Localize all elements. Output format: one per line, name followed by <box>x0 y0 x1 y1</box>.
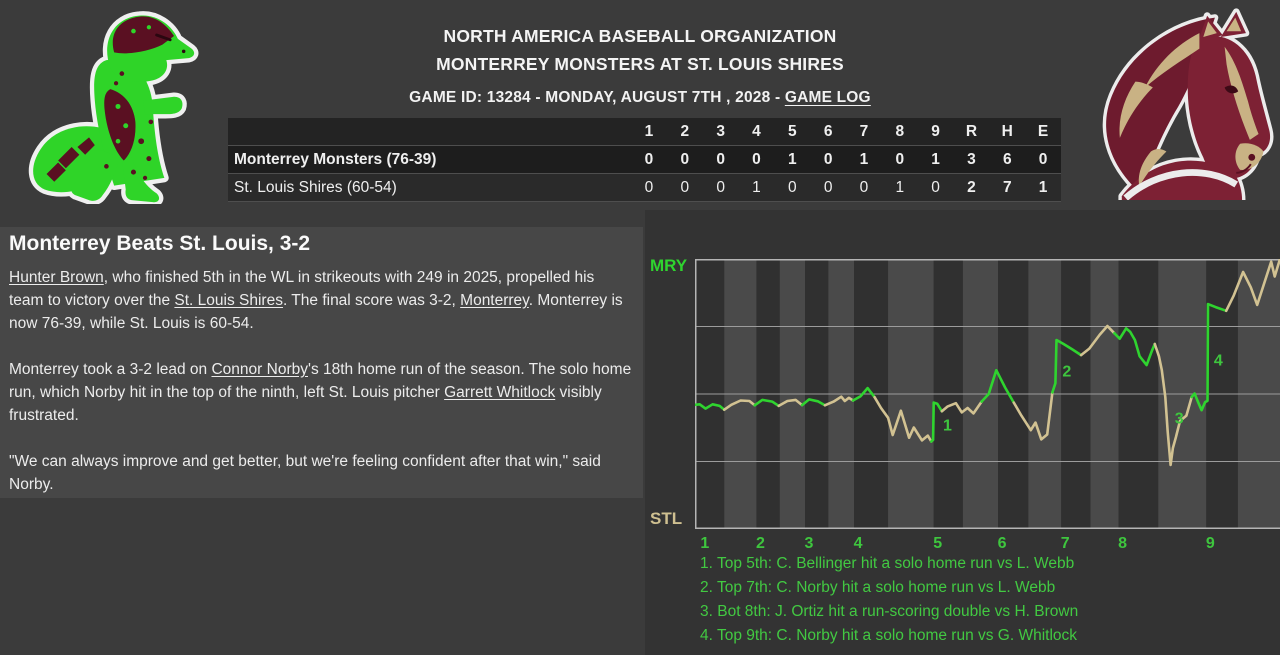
inning-7-runs: 1 <box>859 150 869 168</box>
inning-2-runs: 0 <box>680 150 690 168</box>
inning-tick-1: 1 <box>700 535 710 552</box>
article-link[interactable]: St. Louis Shires <box>174 292 283 309</box>
dinosaur-icon <box>33 15 194 202</box>
key-play-3: 3. Bot 8th: J. Ortiz hit a run-scoring double vs H. Brown <box>700 603 1079 620</box>
column-header-inning-9: 9 <box>931 122 940 140</box>
monterrey-monsters-logo[interactable] <box>20 6 216 204</box>
team-name[interactable]: St. Louis Shires (60-54) <box>234 178 397 196</box>
article-paragraph-1 <box>9 266 632 335</box>
article-link[interactable]: Hunter Brown <box>9 269 104 286</box>
total-runs: 3 <box>967 150 976 168</box>
article-text: "We can always improve and get better, but we're feeling confident after that win," said Norby. <box>9 453 601 493</box>
event-marker-1: 1 <box>943 417 952 435</box>
inning-tick-8: 8 <box>1118 535 1127 552</box>
article-body <box>9 266 632 496</box>
horse-head-icon <box>1106 12 1270 200</box>
key-play-4: 4. Top 9th: C. Norby hit a solo home run vs G. Whitlock <box>700 627 1078 644</box>
matchup-title: MONTERREY MONSTERS AT ST. LOUIS SHIRES <box>436 54 844 74</box>
inning-7-runs: 0 <box>859 178 869 196</box>
inning-5-runs: 1 <box>787 150 797 168</box>
linescore-header-row <box>228 118 1061 145</box>
inning-tick-3: 3 <box>804 535 814 552</box>
inning-8-runs: 1 <box>895 178 905 196</box>
inning-tick-6: 6 <box>997 535 1007 552</box>
article-text: . Monterrey is now 76-39, while St. Louis is 60-54. <box>9 292 623 332</box>
inning-4-runs: 1 <box>752 178 761 196</box>
column-header-h: H <box>1001 122 1013 140</box>
inning-tick-2: 2 <box>755 535 765 552</box>
key-play-2: 2. Top 7th: C. Norby hit a solo home run vs L. Webb <box>700 579 1056 596</box>
inning-tick-9: 9 <box>1205 535 1215 552</box>
article-text: , who finished 5th in the WL in strikeouts with 249 in 2025, propelled his team to victory over the <box>9 269 595 309</box>
inning-4-runs: 0 <box>752 150 761 168</box>
total-errors: 0 <box>1038 150 1048 168</box>
inning-tick-5: 5 <box>933 535 943 552</box>
article-text: Monterrey took a 3-2 lead on <box>9 361 212 378</box>
total-errors: 1 <box>1038 178 1048 196</box>
key-plays-legend <box>700 552 1078 648</box>
inning-6-runs: 0 <box>823 150 833 168</box>
event-marker-2: 2 <box>1062 363 1072 381</box>
inning-5-runs: 0 <box>787 178 797 196</box>
win-probability-chart <box>695 259 1280 529</box>
game-header <box>215 0 1065 107</box>
inning-9-runs: 1 <box>931 150 940 168</box>
game-log-link[interactable]: GAME LOG <box>784 89 871 106</box>
column-header-inning-3: 3 <box>716 122 725 140</box>
inning-tick-4: 4 <box>853 535 863 552</box>
inning-1-runs: 0 <box>644 178 654 196</box>
event-marker-4: 4 <box>1213 352 1223 370</box>
column-header-inning-1: 1 <box>644 122 654 140</box>
article-headline: Monterrey Beats St. Louis, 3-2 <box>9 232 311 255</box>
win-probability-panel <box>645 210 1280 655</box>
column-header-r: R <box>965 122 978 140</box>
total-hits: 6 <box>1002 150 1012 168</box>
inning-9-runs: 0 <box>931 178 940 196</box>
article-text: . The final score was 3-2, <box>282 292 461 309</box>
inning-8-runs: 0 <box>895 150 905 168</box>
column-header-e: E <box>1037 122 1049 140</box>
article-paragraph-2 <box>9 358 632 427</box>
column-header-inning-4: 4 <box>752 122 761 140</box>
linescore-home-row <box>228 173 1061 202</box>
column-header-inning-7: 7 <box>859 122 869 140</box>
inning-3-runs: 0 <box>716 150 725 168</box>
y-axis-top-label: MRY <box>650 256 688 275</box>
article-text: visibly frustrated. <box>9 384 602 424</box>
article-text: 's 18th home run of the season. The solo home run, which Norby hit in the top of the ninth, left St. Louis pitcher <box>9 361 632 401</box>
inning-1-runs: 0 <box>644 150 654 168</box>
linescore-away-row <box>228 145 1061 173</box>
linescore-table <box>228 118 1061 202</box>
team-name[interactable]: Monterrey Monsters (76-39) <box>234 150 437 168</box>
league-title: NORTH AMERICA BASEBALL ORGANIZATION <box>443 26 837 46</box>
inning-3-runs: 0 <box>716 178 725 196</box>
inning-2-runs: 0 <box>680 178 690 196</box>
article-link[interactable]: Monterrey <box>460 292 529 309</box>
article-link[interactable]: Connor Norby <box>211 361 308 378</box>
recap-article-panel <box>0 227 643 498</box>
game-id-line <box>215 89 1065 107</box>
y-axis-bottom-label: STL <box>650 509 683 528</box>
article-link[interactable]: Garrett Whitlock <box>444 384 556 401</box>
inning-6-runs: 0 <box>823 178 833 196</box>
key-play-1: 1. Top 5th: C. Bellinger hit a solo home run vs L. Webb <box>700 555 1075 572</box>
inning-tick-7: 7 <box>1060 535 1070 552</box>
column-header-inning-5: 5 <box>787 122 797 140</box>
column-header-inning-8: 8 <box>895 122 905 140</box>
total-hits: 7 <box>1002 178 1012 196</box>
column-header-inning-6: 6 <box>823 122 833 140</box>
total-runs: 2 <box>967 178 976 196</box>
game-id-text: GAME ID: 13284 - MONDAY, AUGUST 7TH , 2028 - <box>409 89 785 106</box>
st-louis-shires-logo[interactable] <box>1082 6 1278 200</box>
column-header-inning-2: 2 <box>680 122 690 140</box>
event-marker-3: 3 <box>1174 410 1184 428</box>
article-paragraph-3 <box>9 450 632 496</box>
